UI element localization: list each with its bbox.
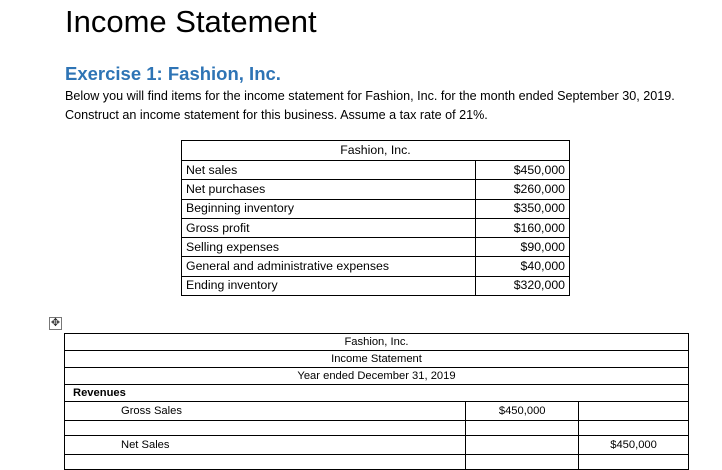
statement-company[interactable]: Fashion, Inc. bbox=[65, 334, 689, 351]
statement-header-row bbox=[65, 351, 689, 368]
empty-cell[interactable] bbox=[466, 436, 579, 455]
table-row bbox=[65, 421, 689, 436]
exercise-heading: Exercise 1: Fashion, Inc. bbox=[65, 63, 281, 84]
table-move-handle[interactable] bbox=[49, 317, 62, 330]
item-value[interactable]: $90,000 bbox=[476, 238, 570, 257]
net-sales-amount[interactable]: $450,000 bbox=[579, 436, 689, 455]
table-row bbox=[65, 436, 689, 455]
gross-sales-label[interactable]: Gross Sales bbox=[65, 402, 466, 421]
item-value[interactable]: $160,000 bbox=[476, 218, 570, 237]
table-row bbox=[182, 199, 570, 218]
net-sales-label[interactable]: Net Sales bbox=[65, 436, 466, 455]
item-value[interactable]: $40,000 bbox=[476, 257, 570, 276]
empty-cell[interactable] bbox=[579, 421, 689, 436]
document-title: Income Statement bbox=[65, 4, 317, 39]
revenues-label[interactable]: Revenues bbox=[65, 385, 689, 402]
item-value[interactable]: $450,000 bbox=[476, 161, 570, 180]
income-statement-table bbox=[64, 333, 689, 470]
intro-paragraph: Below you will find items for the income statement for Fashion, Inc. for the month ended September 30, 2019. Construct an income statement for this business. Assume a tax rate of 21%. bbox=[65, 89, 675, 122]
item-label[interactable]: Gross profit bbox=[182, 218, 476, 237]
item-value[interactable]: $320,000 bbox=[476, 276, 570, 295]
statement-title[interactable]: Income Statement bbox=[65, 351, 689, 368]
table-row bbox=[182, 238, 570, 257]
items-table-caption[interactable]: Fashion, Inc. bbox=[182, 141, 570, 161]
items-table-caption-row bbox=[182, 141, 570, 161]
statement-header-row bbox=[65, 334, 689, 351]
empty-cell[interactable] bbox=[579, 402, 689, 421]
item-label[interactable]: Beginning inventory bbox=[182, 199, 476, 218]
statement-header-row bbox=[65, 368, 689, 385]
item-label[interactable]: Net sales bbox=[182, 161, 476, 180]
statement-period[interactable]: Year ended December 31, 2019 bbox=[65, 368, 689, 385]
item-label[interactable]: Ending inventory bbox=[182, 276, 476, 295]
item-label[interactable]: Net purchases bbox=[182, 180, 476, 199]
item-label[interactable]: Selling expenses bbox=[182, 238, 476, 257]
item-value[interactable]: $350,000 bbox=[476, 199, 570, 218]
table-row bbox=[182, 161, 570, 180]
table-row bbox=[65, 385, 689, 402]
empty-cell[interactable] bbox=[579, 455, 689, 470]
table-row bbox=[182, 257, 570, 276]
empty-cell[interactable] bbox=[65, 421, 466, 436]
table-row bbox=[182, 218, 570, 237]
item-label[interactable]: General and administrative expenses bbox=[182, 257, 476, 276]
empty-cell[interactable] bbox=[65, 455, 466, 470]
table-row bbox=[182, 276, 570, 295]
gross-sales-amount[interactable]: $450,000 bbox=[466, 402, 579, 421]
empty-cell[interactable] bbox=[466, 455, 579, 470]
item-value[interactable]: $260,000 bbox=[476, 180, 570, 199]
table-row bbox=[65, 402, 689, 421]
empty-cell[interactable] bbox=[466, 421, 579, 436]
move-cross-icon: ✥ bbox=[50, 317, 61, 329]
table-row bbox=[65, 455, 689, 470]
table-row bbox=[182, 180, 570, 199]
items-table bbox=[181, 140, 570, 296]
